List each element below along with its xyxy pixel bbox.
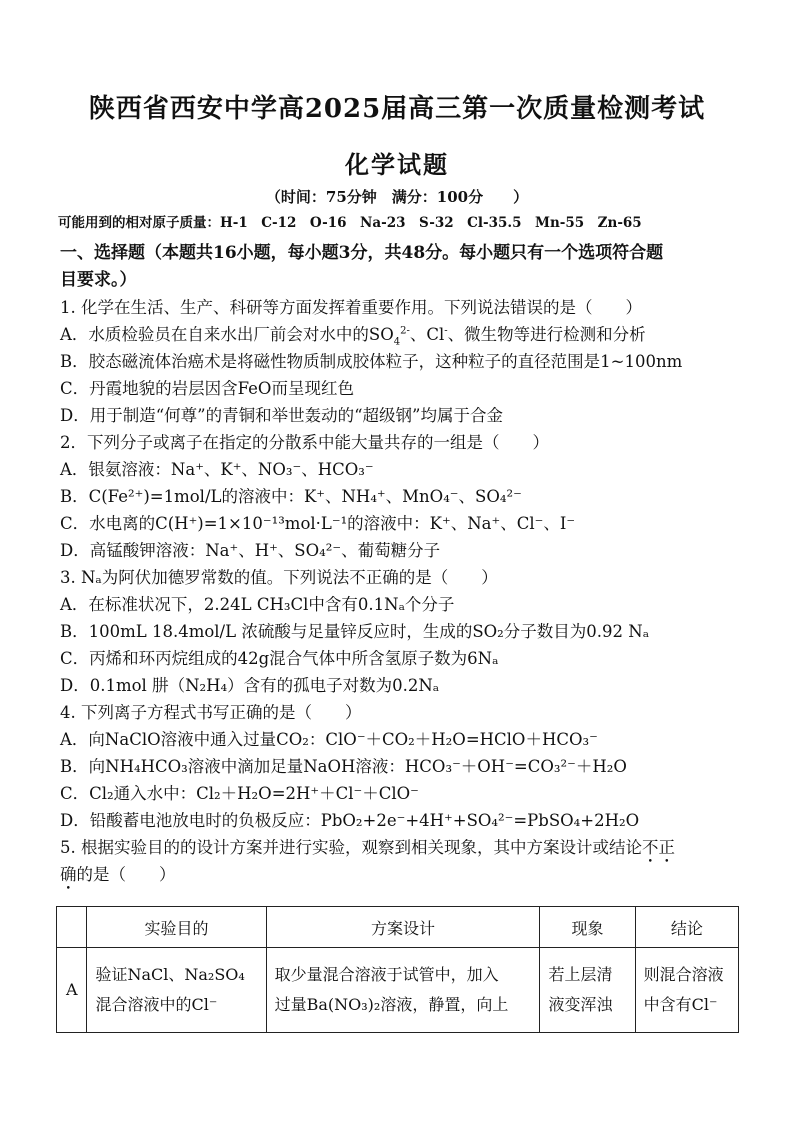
subject-title: 化学试题 xyxy=(345,150,449,179)
row-conclusion-line2: 中含有Cl⁻ xyxy=(643,995,718,1014)
q4-option-b: B．向NH₄HCO₃溶液中滴加足量NaOH溶液：HCO₃⁻＋OH⁻=CO₃²⁻＋H₂O xyxy=(60,757,627,776)
experiment-table xyxy=(56,906,739,1033)
q5-stem-line2 xyxy=(60,861,750,888)
row-phenomenon-line1: 若上层清 xyxy=(548,965,613,984)
table-header-conclusion: 结论 xyxy=(635,907,738,948)
q3-stem: 3. Nₐ为阿伏加德罗常数的值。下列说法不正确的是（ ） xyxy=(60,568,498,587)
q3-option-a: A．在标准状况下，2.24L CH₃Cl中含有0.1Nₐ个分子 xyxy=(60,595,455,614)
row-conclusion-line1: 则混合溶液 xyxy=(643,965,724,984)
q5-emphasis-2: 正 xyxy=(658,838,675,857)
q4-option-a: A．向NaClO溶液中通入过量CO₂：ClO⁻＋CO₂＋H₂O=HClO＋HCO₃⁻ xyxy=(60,730,598,749)
q5-stem-post: 的是（ ） xyxy=(76,865,176,884)
section-heading-line2: 目要求。） xyxy=(60,270,137,290)
q1-stem: 1. 化学在生活、生产、科研等方面发挥着重要作用。下列说法错误的是（ ） xyxy=(60,298,642,317)
question-content xyxy=(60,240,750,888)
row-design-line2: 过量Ba(NO₃)₂溶液，静置，向上 xyxy=(274,995,509,1014)
q2-option-a: A．银氨溶液：Na⁺、K⁺、NO₃⁻、HCO₃⁻ xyxy=(60,460,374,479)
q3-option-b: B．100mL 18.4mol/L 浓硫酸与足量锌反应时，生成的SO₂分子数目为0.92 Nₐ xyxy=(60,622,650,641)
row-purpose-line2: 混合溶液中的Cl⁻ xyxy=(95,995,218,1014)
table-header-design: 方案设计 xyxy=(266,907,540,948)
table-header-phenomenon: 现象 xyxy=(540,907,635,948)
q5-emphasis-1: 不 xyxy=(642,838,659,857)
q3-option-d: D．0.1mol 肼（N₂H₄）含有的孤电子对数为0.2Nₐ xyxy=(60,676,440,695)
atomic-masses: 可能用到的相对原子质量：H-1 C-12 O-16 Na-23 S-32 Cl-35.5 Mn-55 Zn-65 xyxy=(58,215,642,231)
time-info: （时间：75分钟 满分：100分 ） xyxy=(265,188,529,206)
table-row xyxy=(57,948,739,1033)
q4-option-d: D．铅酸蓄电池放电时的负极反应：PbO₂+2e⁻+4H⁺+SO₄²⁻=PbSO₄+2H₂O xyxy=(60,811,640,830)
section-heading-line1: 一、选择题（本题共16小题，每小题3分，共48分。每小题只有一个选项符合题 xyxy=(60,243,664,263)
row-conclusion xyxy=(635,948,738,1033)
q5-stem-pre: 5. 根据实验目的的设计方案并进行实验，观察到相关现象，其中方案设计或结论 xyxy=(60,838,642,857)
q1-option-a-pre: A．水质检验员在自来水出厂前会对水中的SO xyxy=(60,325,394,344)
row-purpose xyxy=(87,948,266,1033)
row-label: A xyxy=(57,948,87,1033)
q5-stem-line1 xyxy=(60,834,750,861)
row-purpose-line1: 验证NaCl、Na₂SO₄ xyxy=(95,965,245,984)
q1-option-c: C．丹霞地貌的岩层因含FeO而呈现红色 xyxy=(60,379,354,398)
q2-option-c: C．水电离的C(H⁺)=1×10⁻¹³mol·L⁻¹的溶液中：K⁺、Na⁺、Cl⁻、I⁻ xyxy=(60,514,576,533)
exam-title: 陕西省西安中学高2025届高三第一次质量检测考试 xyxy=(88,94,706,124)
row-design xyxy=(266,948,540,1033)
q5-emphasis-3: 确 xyxy=(60,865,77,884)
q1-option-b: B．胶态磁流体治癌术是将磁性物质制成胶体粒子，这种粒子的直径范围是1~100nm xyxy=(60,352,683,371)
q3-option-c: C．丙烯和环丙烷组成的42g混合气体中所含氢原子数为6Nₐ xyxy=(60,649,499,668)
q2-option-d: D．高锰酸钾溶液：Na⁺、H⁺、SO₄²⁻、葡萄糖分子 xyxy=(60,541,441,560)
q1-option-a: A．水质检验员在自来水出厂前会对水中的$SO_4^{2-}$、Cl-、微生物等进行检测和分析 xyxy=(60,325,646,348)
q1-option-d: D．用于制造“何尊”的青铜和举世轰动的“超级钢”均属于合金 xyxy=(60,406,503,425)
q2-option-b: B．C(Fe²⁺)=1mol/L的溶液中：K⁺、NH₄⁺、MnO₄⁻、SO₄²⁻ xyxy=(60,487,522,506)
row-phenomenon xyxy=(540,948,635,1033)
q2-stem: 2．下列分子或离子在指定的分散系中能大量共存的一组是（ ） xyxy=(60,433,549,452)
table-header-blank xyxy=(57,907,87,948)
row-design-line1: 取少量混合溶液于试管中，加入 xyxy=(274,965,499,984)
q4-option-c: C．Cl₂通入水中：Cl₂＋H₂O=2H⁺＋Cl⁻＋ClO⁻ xyxy=(60,784,419,803)
q1-option-a-post: 、微生物等进行检测和分析 xyxy=(447,325,646,344)
table-header-row xyxy=(57,907,739,948)
table-header-purpose: 实验目的 xyxy=(87,907,266,948)
row-phenomenon-line2: 液变浑浊 xyxy=(548,995,613,1014)
q4-stem: 4. 下列离子方程式书写正确的是（ ） xyxy=(60,703,362,722)
